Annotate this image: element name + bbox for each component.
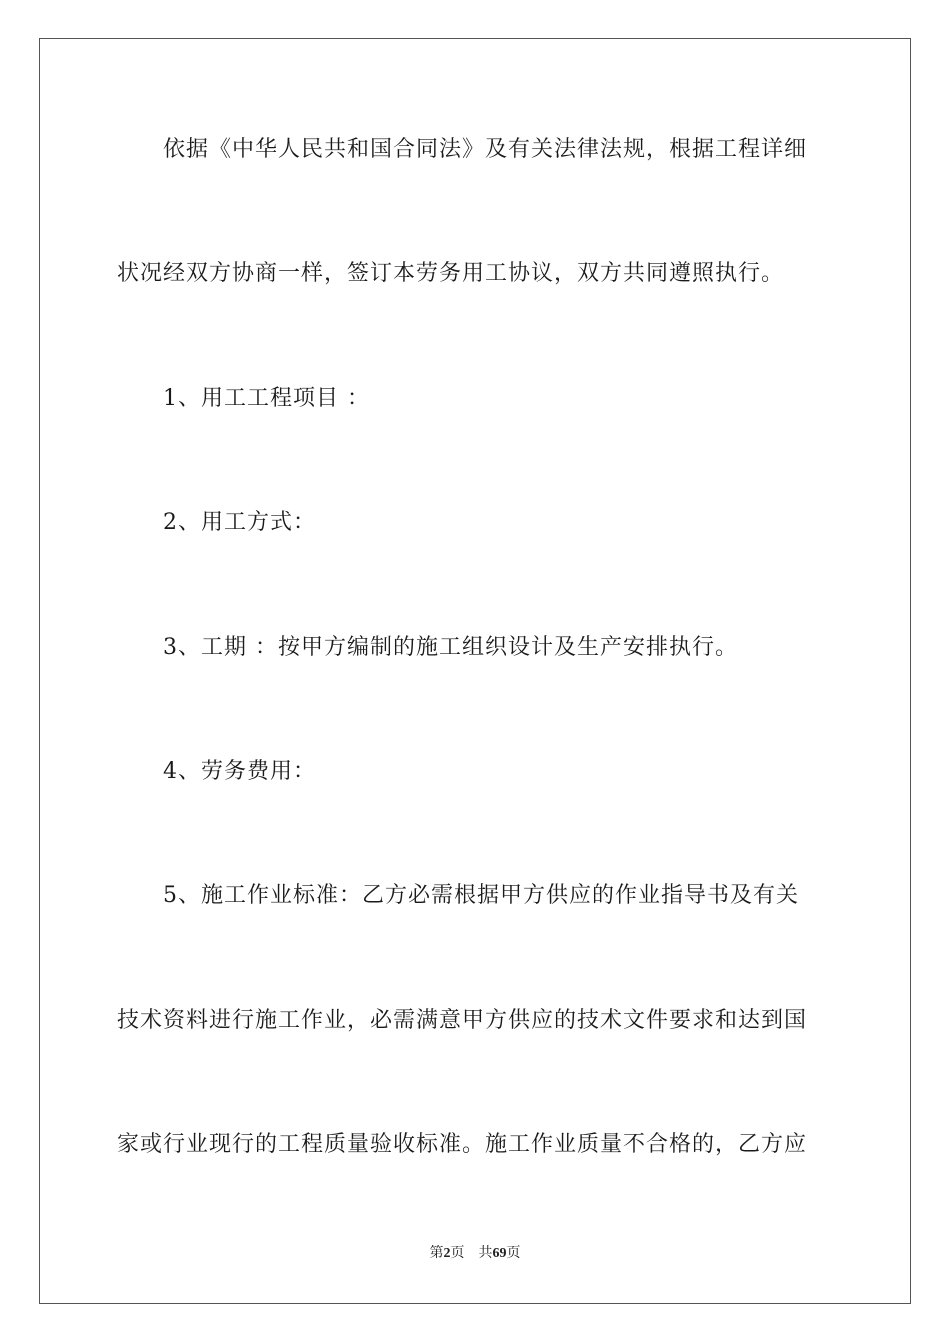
paragraph-line-2: 状况经双方协商一样，签订本劳务用工协议，双方共同遵照执行。 <box>117 261 785 286</box>
footer-page-suffix: 页 <box>450 1246 465 1261</box>
clause-5-line-2: 技术资料进行施工作业，必需满意甲方供应的技术文件要求和达到国 <box>117 1008 808 1033</box>
clause-5-line-3: 家或行业现行的工程质量验收标准。施工作业质量不合格的，乙方应 <box>117 1132 808 1157</box>
page-border <box>39 38 911 1304</box>
clause-2-line: 2、用工方式： <box>163 510 316 535</box>
clause-4-line: 4、劳务费用： <box>163 759 316 784</box>
clause-3-line: 3、工期 ：按甲方编制的施工组织设计及生产安排执行。 <box>163 635 738 660</box>
clause-1-line: 1、用工工程项目 ： <box>163 386 370 411</box>
footer-total-suffix: 页 <box>506 1246 521 1261</box>
paragraph-line-1: 依据《中华人民共和国合同法》及有关法律法规，根据工程详细 <box>163 137 808 162</box>
footer-total-prefix: 共 <box>478 1246 493 1261</box>
footer-page-prefix: 第 <box>429 1246 444 1261</box>
clause-5-line-1: 5、施工作业标准：乙方必需根据甲方供应的作业指导书及有关 <box>163 883 799 908</box>
page-footer <box>0 1245 950 1263</box>
footer-page-number: 2 <box>443 1246 451 1261</box>
footer-total-pages: 69 <box>492 1246 507 1261</box>
